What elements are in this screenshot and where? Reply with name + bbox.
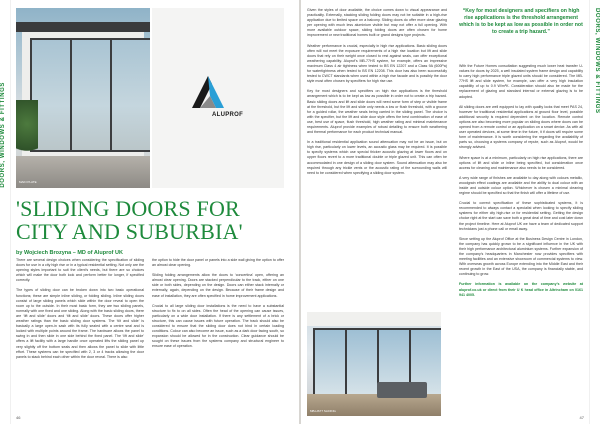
paragraph: There are several design choices when considering the specification of sliding doors for use in a city high rise or in a typical residential setting. Not only are the opening styles important to suit the client’s needs, but there are so choices which will make the door both look and perform better for longer, if specified correctly. <box>16 258 144 283</box>
byline: by Wojciech Brozyna – MD of Aluprof UK <box>16 250 123 256</box>
sliding-window-panel <box>345 328 379 396</box>
left-page <box>0 0 299 424</box>
logo-panel <box>152 8 284 188</box>
page-number: 47 <box>579 415 584 420</box>
plant-foliage <box>16 100 38 160</box>
left-column-1 <box>16 258 144 365</box>
contact-info: Further information is available on the company’s website at aluprof.co.uk or direct from their U K head office in Altrincham on 0161 941 4005. <box>459 282 583 297</box>
right-sidebar-tab <box>589 0 600 424</box>
pull-quote: “Key for most designers and specifiers on high rise applications is the threshold arrangement which is to be kept as low as possible in order not to create a trip hazard.” <box>459 8 583 35</box>
photo-credit: MB-HS77 SLIDING <box>310 409 336 413</box>
left-sidebar-tab <box>0 0 11 424</box>
sliding-window-panel <box>313 328 347 396</box>
right-page <box>301 0 600 424</box>
right-column-2 <box>459 64 583 303</box>
paragraph: Since setting up the Aluprof Office at the Business Design Centre in London, the company has quickly grown to be a significant influence in the UK with their high performance architectural aluminium systems. Further expansion of the company’s headquarters in Manchester now provides specifiers with meeting facilities and an extensive showroom of commercial systems to view. With overseas growth across Europe extending into the Middle East and their recent growth in the East of the USA, the company is financially stable, and continuing to grow. <box>459 236 583 277</box>
paragraph: In a traditional residential application sound attenuation may not be an issue, but on high rise, particularly on lower levels, an acoustic glass may be required. It is possible to specify systems which use special thicker acoustic glazing at lower floors and on upper floors revert to a more traditional double or triple glazed unit. This can often be accommodated in one design of a sliding door system. Sound attenuation may also be required through any trickle vents or the acoustic rating of the surrounding walls will need to be considered when specifying a sliding door system. <box>307 140 447 175</box>
paragraph: Crucial to correct specification of these sophisticated systems, it is recommended to always contact a specialist when looking to specify sliding systems for either city high-rise or for residential setting. Getting the design choice right at the start can save both a great deal of time and cost later down the project timeline. Here at Aluprof UK we have a team of dedicated support technicians just a phone call or email away. <box>459 201 583 231</box>
paragraph: Key for most designers and specifiers on high rise applications is the threshold arrangement which is to be kept as low as possible in order not to create a trip hazard. Basic sliding doors and lift and slide doors will need some form of step or visible frame at the threshold, but the lift and slide only needs a low or flush threshold, with a groove for a guided rollar, the weather seals being carried in the sliding panel. The choice is with the specifier, but the lift and slide door style offers the best combination of ease of use, best use of space, flush threshold, high weather rating and minimal maintenance requirements. Aluprof provide examples of robust detailing to ensure both weathering and thermal performance for each product technical manual. <box>307 89 447 135</box>
hero-photo <box>16 8 150 188</box>
right-column-1 <box>307 8 447 181</box>
logo-text: ALUPROF <box>212 112 244 118</box>
page-title: 'SLIDING DOORS FOR CITY AND SUBURBIA' <box>16 196 243 244</box>
paragraph: With the Future Homes consultation suggesting much lower heat transfer U-values for doors by 2025, a well insulated system frame design and capability to carry high performance triple glazed units should be considered. The MB-77HS lift and slide system, for example, can offer a very high insulation capability of up to 0.9 W/m²K. Consideration should also be made for the replacement of glazing and standard internal or external glazing is to be adopted. <box>459 64 583 99</box>
paragraph: A very wide range of finishes are available to day along with colours metallic, woodgrain effect coatings are available and the ability to dual colour with an inside and outside colour option. Whichever is chosen a minimal cleaning regime should be specified so that the finish will offer a lifetime of use. <box>459 175 583 196</box>
right-sidebar-label: DOORS, WINDOWS & FITTINGS <box>594 8 600 114</box>
aluprof-logo-icon <box>188 72 228 112</box>
paragraph: The types of sliding door can be broken down into two basic operational functions; these are simple inline sliding, or folding sliding. Inline sliding doors consist of large sliding panels which slide within the door reveal to open the room up to the outside. In their most basic form, they are two sliding panels, normally with one fixed and one sliding. Along with the basic sliding doors, there are ‘lift and slide’ doors and ‘tilt and slide’ doors. These doors offer higher weather ratings than the basic sliding door systems. The ‘tilt and slide’ is basically a large open-in sash with its fully sealed with a centre seal and is locked with multiple points around the frame. The hardware allows the panel to swing in and then slide in one side behind the fixed panel. The ‘lift and slide’ offers a lift facility with a large handle once operated lifts the sliding panel up very slightly off the bottom seals and then allows the panel to slide with little effort. These systems can be specified with 2, 3 or 4 tracks allowing the door panels to stack behind each other within the door reveal. There is also <box>16 288 144 359</box>
interior-photo <box>307 312 441 416</box>
sliding-door-panel <box>70 38 112 152</box>
ceiling <box>307 312 441 326</box>
sofa <box>377 382 427 398</box>
paragraph: Sliding folding arrangements allow the doors to ‘concertina’ open, offering an almost clear opening. Doors are stacked perpendicular to the track, either on one side or both sides, depending on the design. Doors can either stack internally or externally, again, depending on the design. Because of their frame design and ease of installation, they are often specified in home improvement applications. <box>152 273 284 298</box>
sliding-door-panel <box>110 38 150 152</box>
roof-overhang <box>16 22 150 32</box>
paragraph: Where space is at a minimum, particularly on high rise applications, there are options of lift and slide or inline being specified, but consideration once access for cleaning and maintenance also needs to be considered. <box>459 155 583 170</box>
photo-credit: MAIN PLATE <box>19 180 37 184</box>
paragraph: Weather performance is crucial, especially in high rise applications. Basic sliding doors often will not meet the exposure requirements of a high rise location but lift and slide doors that rely on their weight once closed to rest against seals, can offer exceptional weathering capability. Aluprof’s MB-77HS system, for example, offers an impressive maximum Class 4 air tightness when tested to BS EN 12207 and a Class 9A (600Pa) for watertightness when tested to BS EN 12208. This door has also been successfully tested to CWCT standards when used within a high rise facade and is possibly the door style most often chosen by specifiers for high rise use. <box>307 43 447 84</box>
page-number: 46 <box>16 415 21 420</box>
left-column-2 <box>152 258 284 355</box>
paragraph: All sliding doors are well equipped to lay with quality locks that meet PAS 24, however for traditional residential applications at ground floor level, possible additional security is required dependent on the location. Remote control options are also becoming more popular on sliding doors where doors can be opened from a remote control or an application on a smart device. As with all user operated devices, at some time in the future, it if doors will require some form of maintenance. It is worth considering the regarding the availability of parts so, choosing a systems company of repute, such as Aluprof, would be strongly advised. <box>459 104 583 150</box>
left-sidebar-label: DOORS, WINDOWS & FITTINGS <box>0 82 6 188</box>
paragraph: Given the styles of door available, the choice comes down to visual appearance and practicality. Externally, stacking sliding folding doors may not be suitable in a high-rise application due to limited space on a balcony. Sliding doors do offer more clear glazing per opening with much less aluminium visible but may not offer a full opening. With more available outdoor space, sliding folding doors are often chosen for home improvement or new traditional homes built or grand designs type projects. <box>307 8 447 38</box>
paragraph: the option to hide the door panel or panels into a side wall giving the option to offer an almost clear opening. <box>152 258 284 268</box>
paragraph: Crucial to all large sliding door installations is the need to have a substantial structure to fix to on all sides. Often the head of the opening can cause issues, particularly on a wide door installation. If there is any settlement of a brick or structure, this can cause issues with future operation. The track should also be considered to ensure that the sliding door does not bind in certain loading conditions. Colour can also become an issue, such as a dark door facing south, so expansion should be allowed for in the construction. Clear guidance should be sought on these issues from the systems company and structural engineer to ensure ease of operation. <box>152 303 284 349</box>
